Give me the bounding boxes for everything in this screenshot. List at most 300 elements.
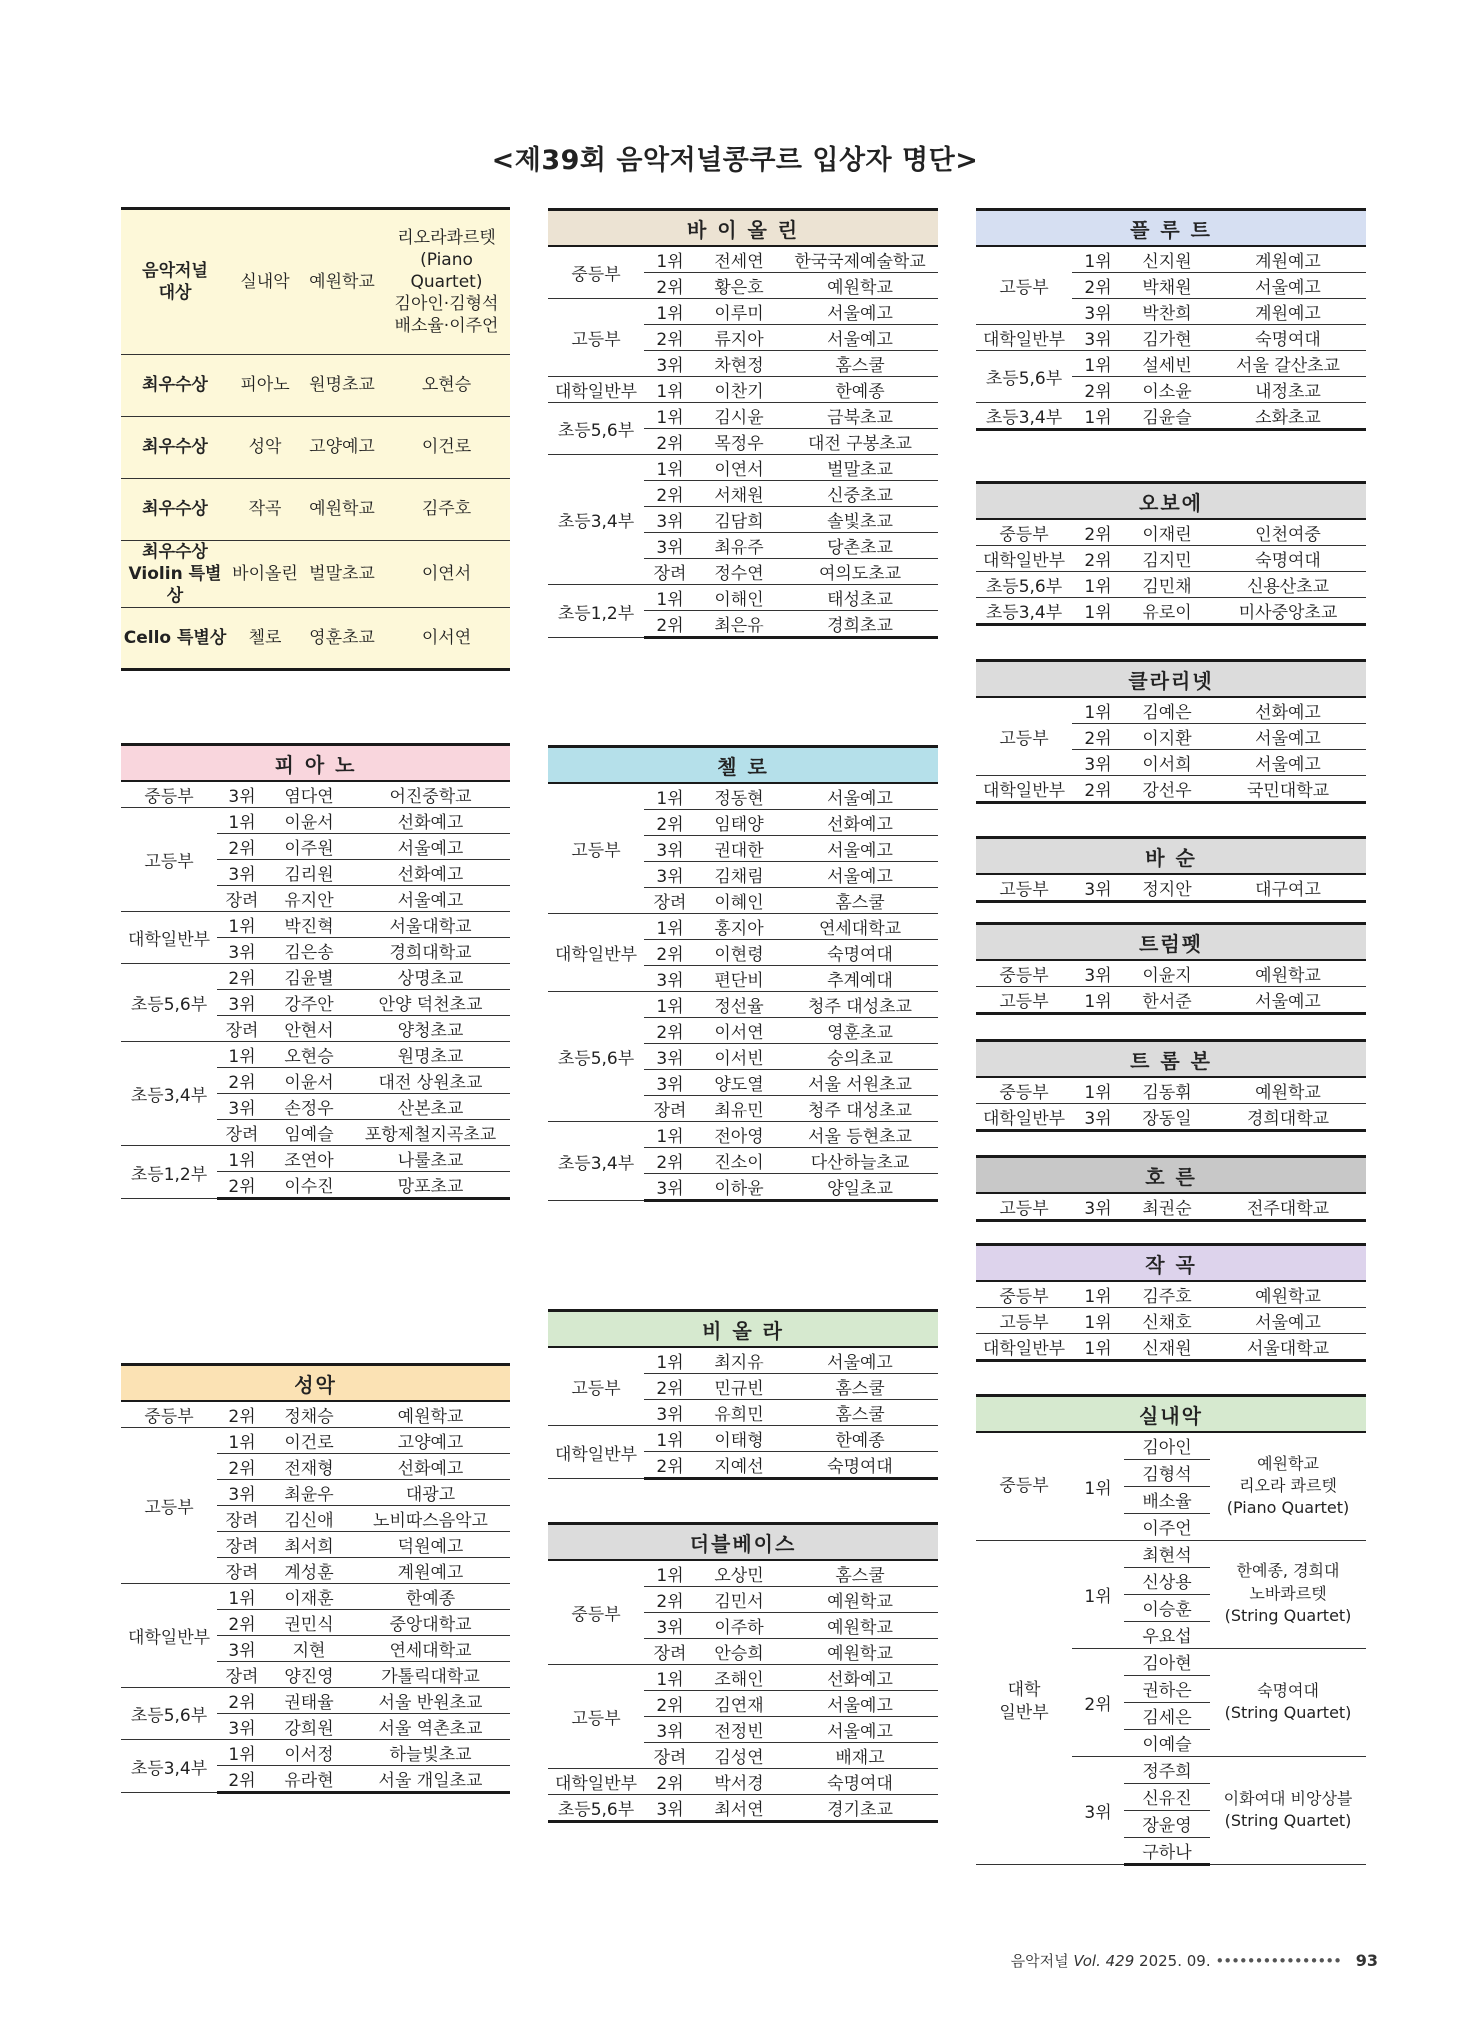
school-cell: 다산하늘초교 bbox=[782, 1148, 938, 1174]
table-row bbox=[976, 351, 1366, 377]
school-cell: 홈스쿨 bbox=[782, 1400, 938, 1426]
grand-prize-table bbox=[121, 207, 510, 671]
school-cell: 덕원예고 bbox=[351, 1532, 510, 1558]
rank-cell: 장려 bbox=[217, 886, 267, 912]
name-cell: 오상민 bbox=[696, 1560, 782, 1587]
rank-cell: 3위 bbox=[217, 781, 267, 808]
rank-cell: 3위 bbox=[217, 1636, 267, 1662]
grand-name-cell: 이서연 bbox=[383, 608, 510, 670]
grand-prize-row bbox=[121, 209, 510, 355]
division-cell: 중등부 bbox=[976, 519, 1072, 546]
name-cell: 임예슬 bbox=[267, 1120, 351, 1146]
name-cell: 계성훈 bbox=[267, 1558, 351, 1584]
section-header bbox=[976, 483, 1366, 520]
member-name-cell: 김세은 bbox=[1124, 1702, 1210, 1729]
name-cell: 김시윤 bbox=[696, 403, 782, 429]
grand-award-cell: 최우수상 bbox=[121, 479, 229, 541]
table-row bbox=[976, 874, 1366, 902]
school-cell: 홈스쿨 bbox=[782, 351, 938, 377]
rank-cell: 장려 bbox=[644, 1743, 696, 1769]
table-row bbox=[548, 377, 938, 403]
name-cell: 편단비 bbox=[696, 966, 782, 992]
school-cell: 계원예고 bbox=[351, 1558, 510, 1584]
school-cell: 배재고 bbox=[782, 1743, 938, 1769]
rank-cell: 장려 bbox=[217, 1532, 267, 1558]
table-row bbox=[548, 299, 938, 325]
rank-cell: 2위 bbox=[644, 940, 696, 966]
table-row bbox=[121, 1146, 510, 1172]
grand-name-cell: 오현승 bbox=[383, 355, 510, 417]
rank-cell: 1위 bbox=[644, 246, 696, 273]
school-cell: 숙명여대 bbox=[782, 1769, 938, 1795]
name-cell: 김지민 bbox=[1124, 546, 1210, 572]
division-cell: 고등부 bbox=[548, 783, 644, 914]
school-cell: 벌말초교 bbox=[782, 455, 938, 481]
rank-cell: 장려 bbox=[217, 1558, 267, 1584]
division-cell: 대학일반부 bbox=[121, 912, 217, 964]
school-cell: 대구여고 bbox=[1210, 874, 1366, 902]
name-cell: 이태형 bbox=[696, 1426, 782, 1452]
school-cell: 서울예고 bbox=[782, 1347, 938, 1374]
member-name-cell: 이예슬 bbox=[1124, 1729, 1210, 1756]
school-cell: 미사중앙초교 bbox=[1210, 598, 1366, 625]
name-cell: 권민식 bbox=[267, 1610, 351, 1636]
name-cell: 전세연 bbox=[696, 246, 782, 273]
name-cell: 지예선 bbox=[696, 1452, 782, 1479]
school-cell: 예원학교 bbox=[351, 1401, 510, 1428]
name-cell: 이혜인 bbox=[696, 888, 782, 914]
section-title: 바 순 bbox=[976, 838, 1366, 875]
section-header bbox=[976, 838, 1366, 875]
school-cell: 서울예고 bbox=[782, 836, 938, 862]
school-cell: 연세대학교 bbox=[351, 1636, 510, 1662]
name-cell: 최서연 bbox=[696, 1795, 782, 1822]
name-cell: 홍지아 bbox=[696, 914, 782, 940]
table-row bbox=[976, 960, 1366, 987]
school-cell: 숭의초교 bbox=[782, 1044, 938, 1070]
rank-cell: 3위 bbox=[1072, 325, 1124, 351]
table-row bbox=[976, 1104, 1366, 1131]
member-name-cell: 김아인 bbox=[1124, 1432, 1210, 1459]
table-row bbox=[976, 987, 1366, 1014]
school-cell: 홈스쿨 bbox=[782, 888, 938, 914]
double-bass-table bbox=[548, 1522, 938, 1823]
rank-cell: 1위 bbox=[1072, 403, 1124, 430]
school-cell: 서울 반원초교 bbox=[351, 1688, 510, 1714]
division-cell: 대학일반부 bbox=[548, 1426, 644, 1479]
school-cell: 서울예고 bbox=[351, 886, 510, 912]
name-cell: 최권순 bbox=[1124, 1193, 1210, 1221]
name-cell: 차현정 bbox=[696, 351, 782, 377]
section-title: 클라리넷 bbox=[976, 661, 1366, 698]
rank-cell: 1위 bbox=[1072, 598, 1124, 625]
school-cell: 홈스쿨 bbox=[782, 1560, 938, 1587]
rank-cell: 2위 bbox=[644, 1018, 696, 1044]
name-cell: 정선율 bbox=[696, 992, 782, 1018]
school-cell: 예원학교 bbox=[1210, 1077, 1366, 1104]
school-cell: 서울대학교 bbox=[351, 912, 510, 938]
name-cell: 민규빈 bbox=[696, 1374, 782, 1400]
school-cell: 선화예고 bbox=[351, 860, 510, 886]
rank-cell: 2위 bbox=[1072, 776, 1124, 803]
rank-cell: 1위 bbox=[217, 1584, 267, 1610]
grand-category-cell: 바이올린 bbox=[229, 541, 301, 608]
school-cell: 선화예고 bbox=[1210, 697, 1366, 724]
name-cell: 오현승 bbox=[267, 1042, 351, 1068]
name-cell: 최유주 bbox=[696, 533, 782, 559]
table-row bbox=[976, 519, 1366, 546]
table-row bbox=[976, 572, 1366, 598]
rank-cell: 1위 bbox=[217, 1740, 267, 1766]
rank-cell: 장려 bbox=[644, 1096, 696, 1122]
rank-cell: 3위 bbox=[1072, 960, 1124, 987]
division-cell: 대학일반부 bbox=[548, 377, 644, 403]
bassoon-table bbox=[976, 836, 1366, 903]
school-cell: 연세대학교 bbox=[782, 914, 938, 940]
school-cell: 숙명여대 bbox=[1210, 325, 1366, 351]
school-cell: 추계예대 bbox=[782, 966, 938, 992]
name-cell: 이서빈 bbox=[696, 1044, 782, 1070]
member-name-cell: 장윤영 bbox=[1124, 1810, 1210, 1837]
school-cell: 서울예고 bbox=[782, 862, 938, 888]
school-cell: 양청초교 bbox=[351, 1016, 510, 1042]
name-cell: 강주안 bbox=[267, 990, 351, 1016]
rank-cell: 2위 bbox=[217, 964, 267, 990]
rank-cell: 장려 bbox=[644, 1639, 696, 1665]
name-cell: 이윤서 bbox=[267, 808, 351, 834]
grand-award-cell: 최우수상 Violin 특별상 bbox=[121, 541, 229, 608]
rank-cell: 장려 bbox=[217, 1662, 267, 1688]
name-cell: 이서정 bbox=[267, 1740, 351, 1766]
school-cell: 서울예고 bbox=[782, 299, 938, 325]
grand-award-cell: 음악저널 대상 bbox=[121, 209, 229, 355]
grand-name-cell: 이건로 bbox=[383, 417, 510, 479]
section-title: 성악 bbox=[121, 1365, 510, 1402]
name-cell: 정채승 bbox=[267, 1401, 351, 1428]
table-row bbox=[121, 1428, 510, 1454]
table-row bbox=[548, 403, 938, 429]
rank-cell: 3위 bbox=[1072, 750, 1124, 776]
school-cell: 예원학교 bbox=[1210, 960, 1366, 987]
division-cell: 초등5,6부 bbox=[548, 403, 644, 455]
rank-cell: 3위 bbox=[217, 1714, 267, 1740]
name-cell: 최윤우 bbox=[267, 1480, 351, 1506]
school-cell: 선화예고 bbox=[351, 808, 510, 834]
division-cell: 고등부 bbox=[976, 987, 1072, 1014]
division-cell: 대학일반부 bbox=[976, 325, 1072, 351]
division-cell: 고등부 bbox=[976, 697, 1072, 776]
school-cell: 대전 상원초교 bbox=[351, 1068, 510, 1094]
section-header bbox=[121, 1365, 510, 1402]
name-cell: 목정우 bbox=[696, 429, 782, 455]
school-cell: 서울 역촌초교 bbox=[351, 1714, 510, 1740]
school-cell: 포항제철지곡초교 bbox=[351, 1120, 510, 1146]
rank-cell: 1위 bbox=[1072, 697, 1124, 724]
name-cell: 이소윤 bbox=[1124, 377, 1210, 403]
school-cell: 서울 개일초교 bbox=[351, 1766, 510, 1793]
table-row bbox=[976, 776, 1366, 803]
grand-prize-row bbox=[121, 479, 510, 541]
table-row bbox=[121, 1584, 510, 1610]
name-cell: 이서연 bbox=[696, 1018, 782, 1044]
section-header bbox=[548, 1311, 938, 1348]
school-cell: 서울대학교 bbox=[1210, 1334, 1366, 1361]
rank-cell: 2위 bbox=[217, 834, 267, 860]
rank-cell: 2위 bbox=[644, 1374, 696, 1400]
school-cell: 하늘빛초교 bbox=[351, 1740, 510, 1766]
school-cell: 한예종 bbox=[351, 1584, 510, 1610]
table-row bbox=[121, 808, 510, 834]
table-row bbox=[976, 546, 1366, 572]
table-row bbox=[548, 914, 938, 940]
name-cell: 진소이 bbox=[696, 1148, 782, 1174]
school-cell: 내정초교 bbox=[1210, 377, 1366, 403]
division-cell: 중등부 bbox=[976, 1432, 1072, 1540]
name-cell: 안승희 bbox=[696, 1639, 782, 1665]
grand-category-cell: 피아노 bbox=[229, 355, 301, 417]
rank-cell: 3위 bbox=[1072, 1104, 1124, 1131]
rank-cell: 1위 bbox=[217, 808, 267, 834]
table-row bbox=[976, 1077, 1366, 1104]
name-cell: 손정우 bbox=[267, 1094, 351, 1120]
rank-cell: 2위 bbox=[1072, 377, 1124, 403]
division-cell: 고등부 bbox=[976, 1193, 1072, 1221]
table-row bbox=[976, 325, 1366, 351]
table-row bbox=[121, 912, 510, 938]
rank-cell: 1위 bbox=[1072, 351, 1124, 377]
name-cell: 김리원 bbox=[267, 860, 351, 886]
name-cell: 정동현 bbox=[696, 783, 782, 810]
school-cell: 한예종 bbox=[782, 1426, 938, 1452]
rank-cell: 3위 bbox=[644, 966, 696, 992]
rank-cell: 1위 bbox=[1072, 572, 1124, 598]
name-cell: 설세빈 bbox=[1124, 351, 1210, 377]
table-row bbox=[548, 246, 938, 273]
division-cell: 대학일반부 bbox=[548, 1769, 644, 1795]
name-cell: 정수연 bbox=[696, 559, 782, 585]
name-cell: 전정빈 bbox=[696, 1717, 782, 1743]
school-cell: 예원학교 bbox=[782, 273, 938, 299]
table-row bbox=[976, 1193, 1366, 1221]
rank-cell: 2위 bbox=[644, 611, 696, 638]
rank-cell: 2위 bbox=[644, 325, 696, 351]
school-cell: 노비따스음악고 bbox=[351, 1506, 510, 1532]
rank-cell: 2위 bbox=[644, 1148, 696, 1174]
name-cell: 이윤서 bbox=[267, 1068, 351, 1094]
rank-cell: 3위 bbox=[217, 1094, 267, 1120]
trombone-table bbox=[976, 1039, 1366, 1132]
member-name-cell: 배소율 bbox=[1124, 1486, 1210, 1513]
section-title: 피 아 노 bbox=[121, 745, 510, 782]
page-title: <제39회 음악저널콩쿠르 입상자 명단> bbox=[491, 145, 979, 176]
school-cell: 숙명여대 bbox=[782, 1452, 938, 1479]
grand-category-cell: 실내악 bbox=[229, 209, 301, 355]
school-cell: 청주 대성초교 bbox=[782, 992, 938, 1018]
rank-cell: 3위 bbox=[217, 990, 267, 1016]
school-cell: 예원학교 bbox=[782, 1639, 938, 1665]
rank-cell: 3위 bbox=[644, 1070, 696, 1096]
name-cell: 이주원 bbox=[267, 834, 351, 860]
rank-cell: 2위 bbox=[644, 1769, 696, 1795]
name-cell: 이연서 bbox=[696, 455, 782, 481]
division-cell: 초등1,2부 bbox=[121, 1146, 217, 1199]
name-cell: 김신애 bbox=[267, 1506, 351, 1532]
rank-cell: 3위 bbox=[1072, 1193, 1124, 1221]
school-cell: 태성초교 bbox=[782, 585, 938, 611]
name-cell: 한서준 bbox=[1124, 987, 1210, 1014]
rank-cell: 1위 bbox=[644, 1347, 696, 1374]
team-cell: 이화여대 비앙상블 (String Quartet) bbox=[1210, 1756, 1366, 1864]
section-title: 비 올 라 bbox=[548, 1311, 938, 1348]
rank-cell: 1위 bbox=[1072, 1432, 1124, 1540]
table-row bbox=[976, 697, 1366, 724]
table-row bbox=[548, 1769, 938, 1795]
name-cell: 신재원 bbox=[1124, 1334, 1210, 1361]
rank-cell: 1위 bbox=[1072, 1540, 1124, 1648]
school-cell: 소화초교 bbox=[1210, 403, 1366, 430]
division-cell: 중등부 bbox=[121, 1401, 217, 1428]
table-row bbox=[548, 455, 938, 481]
grand-award-cell: Cello 특별상 bbox=[121, 608, 229, 670]
section-title: 트럼펫 bbox=[976, 924, 1366, 961]
rank-cell: 3위 bbox=[644, 862, 696, 888]
name-cell: 양진영 bbox=[267, 1662, 351, 1688]
rank-cell: 3위 bbox=[644, 351, 696, 377]
rank-cell: 2위 bbox=[644, 273, 696, 299]
name-cell: 유지안 bbox=[267, 886, 351, 912]
school-cell: 선화예고 bbox=[782, 1665, 938, 1691]
table-row bbox=[976, 246, 1366, 273]
section-header bbox=[548, 210, 938, 247]
name-cell: 이해인 bbox=[696, 585, 782, 611]
name-cell: 지현 bbox=[267, 1636, 351, 1662]
grand-school-cell: 예원학교 bbox=[301, 479, 383, 541]
viola-table bbox=[548, 1309, 938, 1480]
member-name-cell: 이승훈 bbox=[1124, 1594, 1210, 1621]
name-cell: 전아영 bbox=[696, 1122, 782, 1148]
table-row bbox=[548, 992, 938, 1018]
school-cell: 한국국제예술학교 bbox=[782, 246, 938, 273]
oboe-table bbox=[976, 481, 1366, 626]
section-title: 실내악 bbox=[976, 1396, 1366, 1433]
grand-award-cell: 최우수상 bbox=[121, 355, 229, 417]
team-cell: 한예종, 경희대 노바콰르텟 (String Quartet) bbox=[1210, 1540, 1366, 1648]
rank-cell: 2위 bbox=[217, 1401, 267, 1428]
division-cell: 중등부 bbox=[548, 1560, 644, 1665]
footer-magazine: 음악저널 bbox=[1010, 1952, 1069, 1970]
rank-cell: 1위 bbox=[1072, 1308, 1124, 1334]
rank-cell: 1위 bbox=[217, 1042, 267, 1068]
grand-prize-row bbox=[121, 608, 510, 670]
rank-cell: 1위 bbox=[644, 1665, 696, 1691]
school-cell: 어진중학교 bbox=[351, 781, 510, 808]
member-name-cell: 권하은 bbox=[1124, 1675, 1210, 1702]
member-name-cell: 우요섭 bbox=[1124, 1621, 1210, 1648]
school-cell: 나룰초교 bbox=[351, 1146, 510, 1172]
division-cell: 대학일반부 bbox=[548, 914, 644, 992]
name-cell: 신지원 bbox=[1124, 246, 1210, 273]
member-name-cell: 신유진 bbox=[1124, 1783, 1210, 1810]
grand-school-cell: 영훈초교 bbox=[301, 608, 383, 670]
name-cell: 김민채 bbox=[1124, 572, 1210, 598]
school-cell: 경희대학교 bbox=[351, 938, 510, 964]
rank-cell: 1위 bbox=[1072, 246, 1124, 273]
school-cell: 산본초교 bbox=[351, 1094, 510, 1120]
rank-cell: 3위 bbox=[644, 533, 696, 559]
name-cell: 안현서 bbox=[267, 1016, 351, 1042]
rank-cell: 1위 bbox=[217, 1428, 267, 1454]
school-cell: 양일초교 bbox=[782, 1174, 938, 1201]
division-cell: 고등부 bbox=[976, 1308, 1072, 1334]
section-title: 플 루 트 bbox=[976, 210, 1366, 247]
rank-cell: 3위 bbox=[217, 860, 267, 886]
school-cell: 당촌초교 bbox=[782, 533, 938, 559]
footer-dots: •••••••••••••••• bbox=[1215, 1952, 1341, 1970]
rank-cell: 2위 bbox=[217, 1610, 267, 1636]
division-cell: 초등3,4부 bbox=[121, 1740, 217, 1793]
section-title: 오보에 bbox=[976, 483, 1366, 520]
name-cell: 이주하 bbox=[696, 1613, 782, 1639]
name-cell: 김가현 bbox=[1124, 325, 1210, 351]
team-cell: 숙명여대 (String Quartet) bbox=[1210, 1648, 1366, 1756]
division-cell: 초등3,4부 bbox=[976, 598, 1072, 625]
division-cell: 초등1,2부 bbox=[548, 585, 644, 638]
table-row bbox=[121, 781, 510, 808]
division-cell: 고등부 bbox=[121, 1428, 217, 1584]
rank-cell: 3위 bbox=[644, 1613, 696, 1639]
rank-cell: 3위 bbox=[644, 1044, 696, 1070]
rank-cell: 1위 bbox=[217, 912, 267, 938]
name-cell: 이하윤 bbox=[696, 1174, 782, 1201]
rank-cell: 2위 bbox=[644, 1691, 696, 1717]
name-cell: 권대한 bbox=[696, 836, 782, 862]
school-cell: 경기초교 bbox=[782, 1795, 938, 1822]
section-title: 작 곡 bbox=[976, 1245, 1366, 1282]
flute-table bbox=[976, 208, 1366, 431]
school-cell: 청주 대성초교 bbox=[782, 1096, 938, 1122]
division-cell: 고등부 bbox=[121, 808, 217, 912]
name-cell: 강선우 bbox=[1124, 776, 1210, 803]
section-title: 바 이 올 린 bbox=[548, 210, 938, 247]
section-header bbox=[976, 1245, 1366, 1282]
grand-category-cell: 성악 bbox=[229, 417, 301, 479]
rank-cell: 2위 bbox=[1072, 724, 1124, 750]
name-cell: 박진혁 bbox=[267, 912, 351, 938]
school-cell: 예원학교 bbox=[782, 1613, 938, 1639]
rank-cell: 2위 bbox=[1072, 273, 1124, 299]
rank-cell: 2위 bbox=[1072, 519, 1124, 546]
school-cell: 안양 덕천초교 bbox=[351, 990, 510, 1016]
school-cell: 서울예고 bbox=[782, 1691, 938, 1717]
rank-cell: 1위 bbox=[644, 783, 696, 810]
team-cell: 예원학교 리오라 콰르텟 (Piano Quartet) bbox=[1210, 1432, 1366, 1540]
grand-school-cell: 고양예고 bbox=[301, 417, 383, 479]
rank-cell: 장려 bbox=[644, 888, 696, 914]
rank-cell: 2위 bbox=[644, 1587, 696, 1613]
rank-cell: 1위 bbox=[644, 455, 696, 481]
clarinet-table bbox=[976, 659, 1366, 804]
footer-date: 2025. 09. bbox=[1139, 1952, 1211, 1970]
school-cell: 국민대학교 bbox=[1210, 776, 1366, 803]
table-row bbox=[548, 783, 938, 810]
school-cell: 인천여중 bbox=[1210, 519, 1366, 546]
division-cell: 고등부 bbox=[548, 1347, 644, 1426]
name-cell: 류지아 bbox=[696, 325, 782, 351]
name-cell: 조해인 bbox=[696, 1665, 782, 1691]
school-cell: 서울예고 bbox=[782, 1717, 938, 1743]
name-cell: 김예은 bbox=[1124, 697, 1210, 724]
name-cell: 김동휘 bbox=[1124, 1077, 1210, 1104]
